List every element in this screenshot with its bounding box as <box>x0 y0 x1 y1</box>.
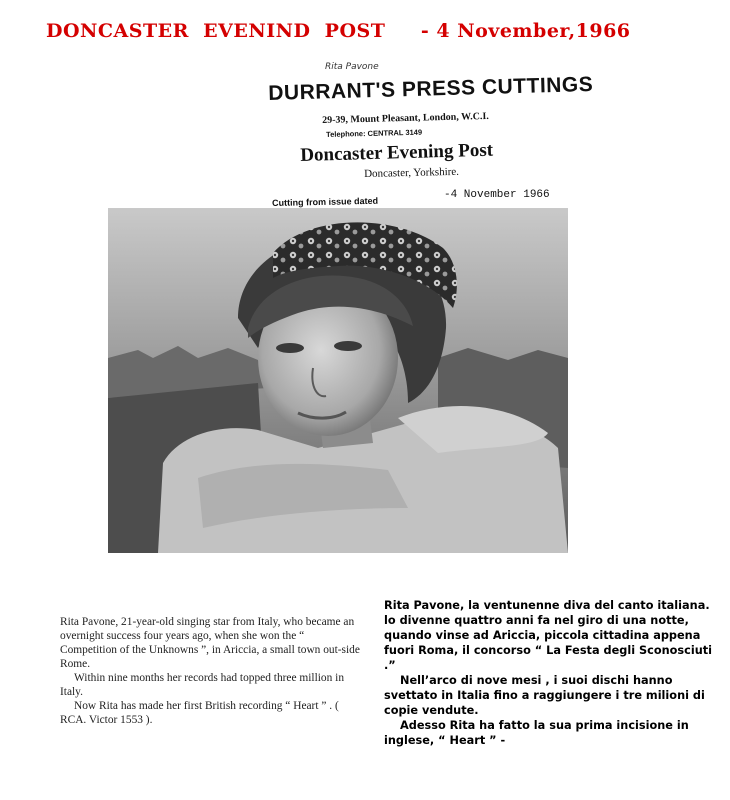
caption-english-paragraph: Rita Pavone, 21-year-old singing star from Italy, who became an overnight success four years ago, when she won the “ Competition of the Unknowns ”, in Ariccia, a small town out-side Rome. <box>60 616 360 670</box>
issue-label: Cutting from issue dated <box>272 195 379 208</box>
agency-address: 29-39, Mount Pleasant, London, W.C.I. <box>322 110 489 126</box>
caption-italian-paragraph: Rita Pavone, la ventunenne diva del canto italiana. lo divenne quattro anni fa nel giro di una notte, quando vinse ad Ariccia, piccola cittadina appena fuori Roma, il concorso “ La Festa degli Sconosciuti .” <box>384 599 713 672</box>
page-title: DONCASTER EVENIND POST - 4 November,1966 <box>46 20 631 42</box>
handwritten-note: Rita Pavone <box>325 62 379 72</box>
caption-english-paragraph: Within nine months her records had topped three million in Italy. <box>60 672 345 698</box>
caption-italian-paragraph: Nell’arco di nove mesi , i suoi dischi hanno svettato in Italia fino a raggiungere i tre milioni di copie vendute. <box>384 674 705 717</box>
issue-date: -4 November 1966 <box>444 189 550 201</box>
caption-english <box>60 615 360 727</box>
agency-telephone: Telephone: CENTRAL 3149 <box>326 127 423 139</box>
caption-italian-paragraph: Adesso Rita ha fatto la sua prima incisione in inglese, “ Heart ” - <box>384 719 689 747</box>
newspaper-location: Doncaster, Yorkshire. <box>364 165 460 180</box>
caption-italian <box>384 598 724 748</box>
agency-name: DURRANT'S PRESS CUTTINGS <box>268 72 594 105</box>
newspaper-name: Doncaster Evening Post <box>300 139 494 166</box>
portrait-photo <box>108 208 568 553</box>
caption-english-paragraph: Now Rita has made her first British recording “ Heart ” . ( RCA. Victor 1553 ). <box>60 700 339 726</box>
